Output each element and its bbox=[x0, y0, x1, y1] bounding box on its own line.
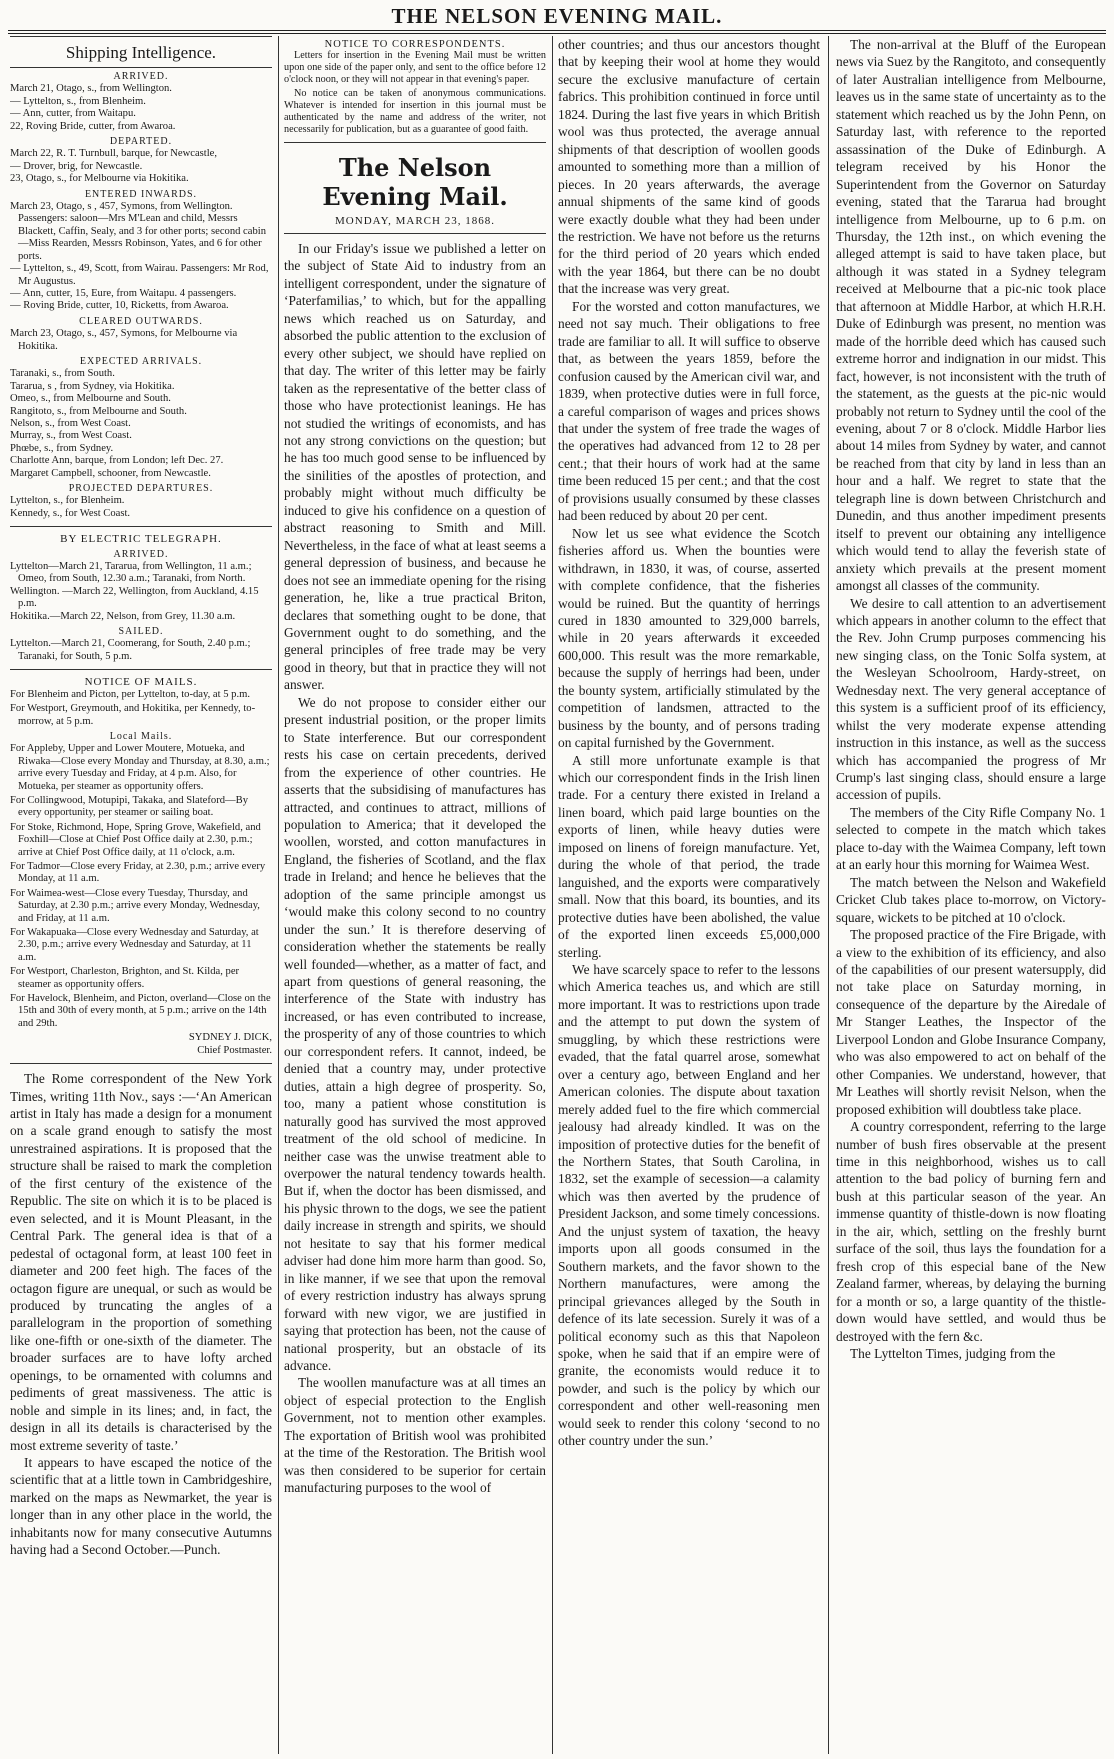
paragraph: Now let us see what evidence the Scotch fisheries afford us. When the bounties were withdrawn, in 1830, it was, of course, asserted with complete confidence, that the fisheries would be ruined. But the quantity of herrings cured in 1830 amounted to 329,000 barrels, while in 20 years afterwards it exceeded 600,000. This result was the more remarkable, because the supply of herrings had been, under the bounty system, artificially stimulated by the competition of landsmen, attracted to the business by the bounty, and of persons trading on capital furnished by the Government. bbox=[558, 525, 820, 751]
paragraph: For the worsted and cotton manufactures, we need not say much. Their obligations to free trade are familiar to all. It will suffice to observe that, as between the years 1859, before the confusion caused by the American civil war, and 1839, when protective duties were in full force, a careful comparison of wages and prices shows that under the system of free trade the wages of the operatives had advanced from 12 to 28 per cent.; that their hours of work had at the same time been reduced 15 per cent.; and that the cost of provisions usually consumed by these classes had been reduced by about 20 per cent. bbox=[558, 298, 820, 524]
paragraph: It appears to have escaped the notice of the scientific that at a little town in Cambridgeshire, marked on the maps as Newmarket, the year is longer than in any other place in the world, the inhabitants now for many consecutive Autumns having had a Second October.—Punch. bbox=[10, 1455, 272, 1558]
column-editorial-1 bbox=[284, 36, 546, 1758]
column-news bbox=[836, 36, 1106, 1758]
list-item: March 21, Otago, s., from Wellington. bbox=[10, 83, 172, 95]
editorial-part-1 bbox=[284, 240, 546, 1497]
paragraph: We desire to call attention to an advertisement which appears in another column to the effect that the Rev. John Crump purposes commencing his new singing class, on the Tonic Solfa system, at the Wesleyan Schoolroom, Hardy-street, on Wednesday next. The very general acceptance of this system is a sufficient proof of its efficiency, whilst the very moderate expense attending instruction in this instance, as well as the success which has accompanied the progress of Mr Crump's last singing class, should ensure a large accession of pupils. bbox=[836, 595, 1106, 803]
column-divider bbox=[828, 36, 829, 1754]
editorial-part-2 bbox=[558, 36, 820, 1450]
paragraph: The members of the City Rifle Company No. 1 selected to compete in the match which takes place to-day with the Waimea Company, left town at an early hour this morning for Waimea West. bbox=[836, 804, 1106, 873]
shipping-title: Shipping Intelligence. bbox=[65, 43, 217, 62]
list-item: Lyttelton—March 21, Tararua, from Wellington, 11 a.m.; Omeo, from South, 12.30 a.m.; Taranaki, from North. bbox=[10, 561, 252, 585]
shipping-list bbox=[10, 71, 272, 663]
paragraph: A still more unfortunate example is that which our correspondent finds in the Irish linen trade. For a century there existed in Ireland a linen board, which paid large bounties on the exports of linen, while heavy duties were imposed on linens of foreign manufacture. Yet, during the whole of that period, the trade languished, and the exports were comparatively small. Now that this board, its bounties, and its protective duties have been abolished, the value of the exported linen exceeds £5,000,000 sterling. bbox=[558, 752, 820, 960]
list-item: Charlotte Ann, barque, from London; left Dec. 27. bbox=[10, 455, 224, 467]
list-item: March 23, Otago, s , 457, Symons, from Wellington. Passengers: saloon—Mrs M'Lean and child, Messrs Blackett, Caffin, Sealy, and 3 for other ports; second cabin—Miss Rearden, Messrs Robinson, Yates, and 6 for other ports. bbox=[10, 201, 267, 262]
paragraph: We do not propose to consider either our present industrial position, or the proper limits to State interference. But our correspondent rests his case on certain precedents, derived from the experience of other countries. He asserts that the subsidising of manufactures has attracted, and continues to attract, millions of population to America; that it developed the woollen, worsted, and cotton manufactures in England, the fisheries of Scotland, and the flax trade in Ireland; and hence he believes that the adoption of the same principle amongst us ‘would make this colony second to no country under the sun.’ It is therefore deserving of consideration whether the statements be really well founded—whether, as a matter of fact, and apart from questions of general reasoning, the interference of the State with industry has increased, or has even contributed to increase, the prosperity of any of those countries to which our correspondent refers. It cannot, indeed, be denied that a country may, under protective duties, attain a high degree of prosperity. So, too, many a patient whose constitution is naturally good has survived the most approved treatment of the old school of medicine. In neither case was the unwise treatment able to overpower the natural tendency towards health. But if, when the doctor has been dismissed, and his physic thrown to the dogs, we see the patient daily increase in strength and spirits, we should not hesitate to say that his former medical adviser had done him more harm than good. So, in like manner, if we see that upon the removal of every restriction industry has always sprung forward with new vigor, we are justified in saying that protection has been, not the cause of national prosperity, but an obstacle of its advance. bbox=[284, 694, 546, 1373]
list-item: Murray, s., from West Coast. bbox=[10, 430, 132, 442]
list-item: For Havelock, Blenheim, and Picton, overland—Close on the 15th and 30th of every month, at 5 p.m.; arrive on the 14th and 29th. bbox=[10, 993, 271, 1029]
paragraph: The proposed practice of the Fire Brigade, with a view to the exhibition of its efficiency, and also of the capabilities of our present watersupply, did not take place on Saturday morning, in consequence of the departure by the Airedale of Mr Stanger Leathes, the Inspector of the Liverpool London and Globe Insurance Company, who was also empowered to act on behalf of the other Companies. We understand, however, that Mr Leathes will shortly revisit Nelson, when the proposed exhibition will doubtless take place. bbox=[836, 927, 1106, 1117]
paragraph: The woollen manufacture was at all times an object of especial protection to the English Government, not to mention other examples. The exportation of British wool was prohibited at the time of the Restoration. The British wool was then considered to be superior for certain manufacturing purposes to the wool of bbox=[284, 1375, 546, 1496]
entered-heading: ENTERED INWARDS. bbox=[84, 188, 198, 200]
cleared-heading: CLEARED OUTWARDS. bbox=[79, 315, 203, 327]
list-item: Phœbe, s., from Sydney. bbox=[10, 442, 114, 454]
list-item: Kennedy, s., for West Coast. bbox=[10, 507, 131, 519]
column-divider bbox=[278, 36, 279, 1754]
arrived-heading: ARRIVED. bbox=[113, 71, 169, 82]
list-item: — Ann, cutter, from Waitapu. bbox=[10, 108, 136, 120]
list-item: — Roving Bride, cutter, 10, Ricketts, from Awaroa. bbox=[10, 300, 229, 312]
list-item: Hokitika.—March 22, Nelson, from Grey, 11.30 a.m. bbox=[10, 610, 236, 622]
paragraph: We have scarcely space to refer to the lessons which America teaches us, and which are still more important. It was to restrictions upon trade and the attempt to put down the system of smuggling, by which these restrictions were evaded, that the fatal quarrel arose, somewhat over a century ago, between England and her American colonies. The dispute about taxation merely added fuel to the fire which commercial jealousy had already kindled. It was on the imposition of protective duties for the benefit of the Northern States, that South Carolina, in 1832, set the example of secession—a calamity which was then averted by the prudence of President Jackson, and some timely concessions. And the unjust system of taxation, the heavy imports upon all goods consumed in the Southern markets, and the favor shown to the Northern manufactures, were among the principal grievances alleged by the South in defence of its late secession. Surely it was of a political economy such as this that Napoleon spoke, when he said that if an empire were of granite, the economists would reduce it to powder, and such is the policy by which our correspondent and other well-reasoning men would seek to render this colony ‘second to no other country under the sun.’ bbox=[558, 962, 820, 1449]
rome-article bbox=[10, 1070, 272, 1559]
list-item: For Blenheim and Picton, per Lyttelton, to-day, at 5 p.m. bbox=[10, 688, 250, 700]
news-items bbox=[836, 36, 1106, 1362]
paragraph: The match between the Nelson and Wakefield Cricket Club takes place to-morrow, on Victory-square, wickets to be pitched at 10 o'clock. bbox=[836, 874, 1106, 925]
paragraph: Letters for insertion in the Evening Mail must be written upon one side of the paper only, and sent to the office before 12 o'clock noon, or they will not appear in that evening's paper. bbox=[284, 50, 546, 85]
list-item: — Ann, cutter, 15, Eure, from Waitapu. 4 passengers. bbox=[10, 287, 237, 299]
list-item: For Tadmor—Close every Friday, at 2.30, p.m.; arrive every Monday, at 11 a.m. bbox=[10, 860, 266, 885]
tel-arrived-heading: ARRIVED. bbox=[113, 548, 169, 560]
column-divider bbox=[552, 36, 553, 1754]
postmaster-title: Chief Postmaster. bbox=[197, 1044, 272, 1056]
list-item: Omeo, s., from Melbourne and South. bbox=[10, 393, 171, 405]
list-item: 22, Roving Bride, cutter, from Awaroa. bbox=[10, 120, 176, 132]
mails-title: NOTICE OF MAILS. bbox=[84, 676, 198, 689]
list-item: Margaret Campbell, schooner, from Newcastle. bbox=[10, 467, 211, 479]
list-item: For Wakapuaka—Close every Wednesday and Saturday, at 2.30, p.m.; arrive every Wednesday and Saturday, at 11 a.m. bbox=[10, 927, 259, 963]
paragraph: No notice can be taken of anonymous communications. Whatever is intended for insertion in this journal must be authenticated by the name and address of the writer, not necessarily for publication, but as a guarantee of good faith. bbox=[284, 88, 546, 135]
tel-sailed-heading: SAILED. bbox=[118, 626, 164, 638]
dateline: MONDAY, MARCH 23, 1868. bbox=[335, 215, 495, 227]
departed-heading: DEPARTED. bbox=[109, 136, 173, 148]
list-item: For Waimea-west—Close every Tuesday, Thursday, and Saturday, at 2.30 p.m.; arrive every Monday, Wednesday, and Friday, at 11 a.m. bbox=[10, 887, 260, 924]
postmaster-signature: SYDNEY J. DICK, bbox=[188, 1032, 272, 1044]
list-item: Lyttelton.—March 21, Coomerang, for South, 2.40 p.m.; Taranaki, for South, 5 p.m. bbox=[10, 638, 251, 662]
list-item: 23, Otago, s., for Melbourne via Hokitika. bbox=[10, 173, 189, 185]
paragraph: In our Friday's issue we published a letter on the subject of State Aid to industry from an intelligent correspondent, under the signature of ‘Paterfamilias,’ to which, but for the appalling news which reached us on Saturday, and absorbed the public attention to the exclusion of every other subject, we should have replied on that day. The writer of this letter may be fairly taken as the representative of the better class of those who have protectionist leanings. He has not studied the writings of economists, and has not any strong convictions on the question; but he has too much good sense to be influenced by the sinilities of the apostles of protection, and probably might without much difficulty be induced to give his confidence on a question of abstract reasoning to Smith and Mill. Nevertheless, in the face of what at least seems a general depression of business, and because he does not see an immediate opening for the rising generation, he, like a true practical Briton, declares that something ought to be done, that Government ought to do something, and the general principles of free trade may be very good in theory, but that in practice they will not answer. bbox=[284, 241, 546, 693]
correspondents-title: NOTICE TO CORRESPONDENTS. bbox=[324, 39, 506, 50]
list-item: For Collingwood, Motupipi, Takaka, and Slateford—By every opportunity, per steamer or sailing boat. bbox=[10, 794, 248, 819]
list-item: March 22, R. T. Turnbull, barque, for Newcastle, bbox=[10, 148, 218, 160]
shipping-header bbox=[10, 36, 272, 68]
paragraph: The Lyttelton Times, judging from the bbox=[850, 1345, 1056, 1361]
list-item: March 23, Otago, s., 457, Symons, for Melbourne via Hokitika. bbox=[10, 328, 238, 352]
paragraph: A country correspondent, referring to the large number of bush fires observable at the present time in this neighborhood, wishes us to call attention to the bad policy of burning fern and bush at this particular season of the year. An immense quantity of thistle-down is now floating in the air, which, settling on the freshly burnt surface of the soil, thus lays the foundation for a fresh crop of this especial bane of the New Zealand farmer, whereas, by delaying the burning for a month or so, a large quantity of the thistle-down would have settled, and would thus be destroyed with the fern &c. bbox=[836, 1119, 1106, 1344]
list-item: For Westport, Greymouth, and Hokitika, per Kennedy, to-morrow, at 5 p.m. bbox=[10, 703, 256, 727]
local-mails-heading: Local Mails. bbox=[109, 730, 173, 742]
column-shipping bbox=[10, 36, 272, 1758]
paragraph: The non-arrival at the Bluff of the European news via Suez by the Rangitoto, and consequently of later Australian intelligence from Melbourne, leaves us in the same state of uncertainty as to the statement which reached us by the John Penn, on Saturday last, with reference to the reported assassination of the Duke of Edinburgh. A telegram received by his Honor the Superintendent from the Governor on Saturday evening, stated that the Tararua had brought intelligence from Melbourne, up to 6 p.m. on Thursday, the 12th inst., on which evening the alleged attempt is said to have taken place, but although it was stated in a Sydney telegram received at Melbourne that a pic-nic took place that afternoon at Middle Harbor, at which H.R.H. Duke of Edinburgh was present, no mention was made of the horrible deed which has caused such extreme horror and indignation in our midst. This fact, however, is not inconsistent with the truth of the statement, as the guests at the pic-nic would probably not return to Sydney until the cool of the evening, about 7 or 8 o'clock. Middle Harbor lies about 14 miles from Sydney by water, and cannot be reached from that city by land in less than an hour and a half. We regret to state that the telegraph line is down between Christchurch and Dunedin, and thus another impediment presents itself to prevent our obtaining any intelligence which would tend to allay the feverish state of anxiety which prevails at the present moment amongst all classes of the community. bbox=[836, 37, 1106, 594]
projected-heading: PROJECTED DEPARTURES. bbox=[68, 483, 214, 494]
list-item: For Appleby, Upper and Lower Moutere, Motueka, and Riwaka—Close every Monday and Thursday, at 8.30, a.m.; arrive every Tuesday and Friday, at 4 p.m. Also, for Motueka, per steamer as opportunity offers. bbox=[10, 743, 270, 792]
list-item: — Drover, brig, for Newcastle. bbox=[10, 160, 143, 172]
list-item: Taranaki, s., from South. bbox=[10, 368, 115, 380]
telegraph-heading: BY ELECTRIC TELEGRAPH. bbox=[60, 533, 222, 546]
list-item: Rangitoto, s., from Melbourne and South. bbox=[10, 405, 187, 417]
masthead: THE NELSON EVENING MAIL. bbox=[391, 4, 723, 28]
list-item: For Stoke, Richmond, Hope, Spring Grove, Wakefield, and Foxhill—Close at Chief Post Office daily at 2.30, p.m.; arrive at Chief Post Office daily, at 11 o'clock, a.m. bbox=[10, 821, 261, 858]
list-item: Wellington. —March 22, Wellington, from Auckland, 4.15 p.m. bbox=[10, 585, 259, 610]
paper-title: The Nelson Evening Mail. bbox=[322, 153, 508, 211]
notice-of-mails bbox=[10, 676, 272, 1057]
list-item: Lyttelton, s., for Blenheim. bbox=[10, 495, 125, 507]
expected-heading: EXPECTED ARRIVALS. bbox=[79, 355, 203, 367]
list-item: — Lyttelton, s., 49, Scott, from Wairau. Passengers: Mr Rod, Mr Augustus. bbox=[10, 263, 269, 287]
paragraph: other countries; and thus our ancestors thought that by keeping their wool at home they would secure the exclusive manufacture of certain fabrics. This prohibition continued in force until 1824. During the last five years in which British wool was thus protected, the average annual shipments of that description of woollen goods amounted to something more than a million of pieces. In 20 years afterwards, the average annual shipments of the same kind of goods were exactly double what they had been under the restriction. We have not before us the returns for the third period of 20 years which ended with the year 1864, but there can be no doubt that the increase was very great. bbox=[558, 37, 820, 297]
top-rule-double bbox=[8, 33, 1106, 34]
top-rule bbox=[8, 30, 1106, 31]
column-editorial-2 bbox=[558, 36, 820, 1758]
list-item: Tararua, s , from Sydney, via Hokitika. bbox=[10, 380, 175, 392]
paragraph: The Rome correspondent of the New York Times, writing 11th Nov., says :—‘An American artist in Italy has made a design for a monument on a scale grand enough to satisfy the most unrestrained aspirations. It is proposed that the structure shall be raised to mark the completion of the first century of the existence of the Republic. The site on which it is to be placed is even selected, and it is Mount Pleasant, in the Central Park. The general idea is that of a pedestal of octagonal form, at least 100 feet in diameter and 200 feet high. The faces of the octagon figure are unequal, or such as would be produced by truncating the angles of a parallelogram in the proportion of something like one-fifth or one-sixth of the diameter. The broader surfaces are to have lofty arched openings, to be ornamented with columns and pediments of great massiveness. The attic is noble and simple in its lines; and, in fact, the design in all its details is characterised by the most extreme severity of taste.’ bbox=[10, 1071, 272, 1453]
list-item: Nelson, s., from West Coast. bbox=[10, 417, 131, 429]
list-item: For Westport, Charleston, Brighton, and St. Kilda, per steamer as opportunity offers. bbox=[10, 966, 240, 990]
list-item: — Lyttelton, s., from Blenheim. bbox=[10, 95, 146, 107]
correspondents-notice bbox=[284, 50, 546, 136]
